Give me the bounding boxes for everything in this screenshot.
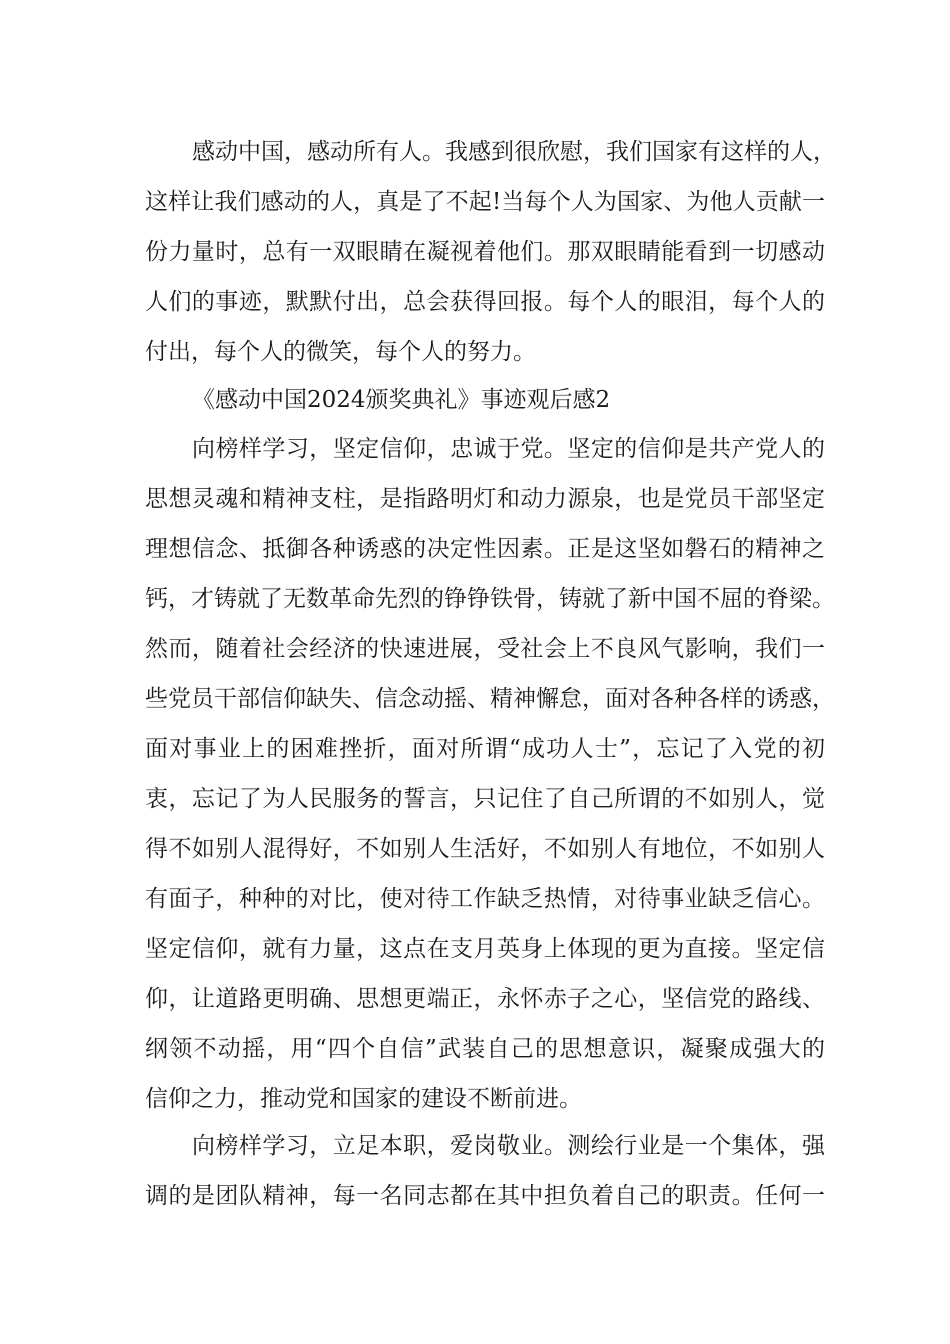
paragraph-2-line: 坚定信仰，就有力量，这点在支月英身上体现的更为直接。坚定信 [145, 936, 825, 962]
paragraph-1-line: 这样让我们感动的人，真是了不起!当每个人为国家、为他人贡献一 [145, 189, 825, 215]
paragraph-2-line: 衷，忘记了为人民服务的誓言，只记住了自己所谓的不如别人，觉 [145, 786, 825, 812]
paragraph-2-line: 钙，才铸就了无数革命先烈的铮铮铁骨，铸就了新中国不屈的脊梁。 [145, 586, 835, 612]
paragraph-2-line: 些党员干部信仰缺失、信念动摇、精神懈怠，面对各种各样的诱惑， [145, 686, 835, 712]
paragraph-1-line: 份力量时，总有一双眼睛在凝视着他们。那双眼睛能看到一切感动 [145, 239, 825, 265]
paragraph-3-line: 调的是团队精神，每一名同志都在其中担负着自己的职责。任何一 [145, 1183, 825, 1209]
paragraph-2-line: 思想灵魂和精神支柱，是指路明灯和动力源泉，也是党员干部坚定 [145, 486, 825, 512]
paragraph-2-line: 信仰之力，推动党和国家的建设不断前进。 [145, 1086, 582, 1112]
paragraph-1-line: 感动中国，感动所有人。我感到很欣慰，我们国家有这样的人， [192, 139, 836, 165]
paragraph-1 [145, 127, 836, 377]
section-title-block [145, 375, 825, 425]
paragraph-2-line: 面对事业上的困难挫折，面对所谓“成功人士”，忘记了入党的初 [145, 736, 825, 762]
paragraph-2-line: 有面子，种种的对比，使对待工作缺乏热情，对待事业缺乏信心。 [145, 886, 825, 912]
paragraph-3-line: 向榜样学习，立足本职，爱岗敬业。测绘行业是一个集体，强 [192, 1133, 825, 1159]
paragraph-3 [145, 1121, 825, 1221]
paragraph-2-line: 向榜样学习，坚定信仰，忠诚于党。坚定的信仰是共产党人的 [192, 436, 825, 462]
paragraph-2-line: 理想信念、抵御各种诱惑的决定性因素。正是这坚如磐石的精神之 [145, 536, 825, 562]
paragraph-2 [145, 424, 835, 1124]
paragraph-2-line: 仰，让道路更明确、思想更端正，永怀赤子之心，坚信党的路线、 [145, 986, 825, 1012]
paragraph-2-line: 然而，随着社会经济的快速进展，受社会上不良风气影响，我们一 [145, 636, 825, 662]
section-title: 《感动中国2024颁奖典礼》事迹观后感2 [192, 387, 611, 413]
paragraph-2-line: 得不如别人混得好，不如别人生活好，不如别人有地位，不如别人 [145, 836, 825, 862]
paragraph-2-line: 纲领不动摇，用“四个自信”武装自己的思想意识，凝聚成强大的 [145, 1036, 825, 1062]
paragraph-1-line: 付出，每个人的微笑，每个人的努力。 [145, 339, 536, 365]
paragraph-1-line: 人们的事迹，默默付出，总会获得回报。每个人的眼泪，每个人的 [145, 289, 825, 315]
